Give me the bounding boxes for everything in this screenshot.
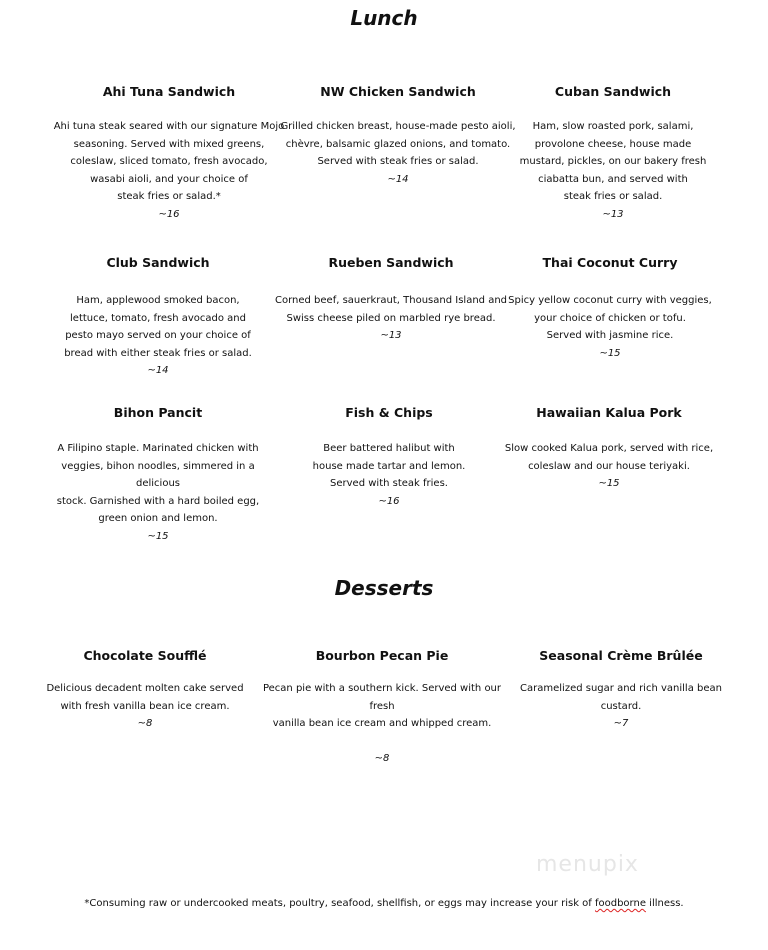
item-description: Beer battered halibut with house made tartar and lemon. Served with steak fries. ~16 <box>269 440 509 510</box>
menu-item <box>505 84 721 224</box>
desserts-heading: Desserts <box>334 576 434 600</box>
item-description: Ham, slow roasted pork, salami, provolone cheese, house made mustard, pickles, on our bakery fresh ciabatta bun, and served with steak fries or salad. ~13 <box>505 118 721 224</box>
item-price: ~15 <box>147 530 169 542</box>
item-price: ~7 <box>613 718 629 730</box>
item-name: Bourbon Pecan Pie <box>315 648 449 663</box>
menu-item <box>38 405 278 546</box>
item-description: Grilled chicken breast, house-made pesto aioli, chèvre, balsamic glazed onions, and tomato. Served with steak fries or salad. ~14 <box>276 118 520 188</box>
lunch-heading: Lunch <box>350 6 418 30</box>
item-description: Ham, applewood smoked bacon, lettuce, tomato, fresh avocado and pesto mayo served on your choice of bread with either steak fries or salad. ~14 <box>38 292 278 380</box>
item-name: Fish & Chips <box>345 405 433 420</box>
menu-item <box>276 84 520 188</box>
menu-item <box>499 405 719 493</box>
item-price: ~16 <box>158 208 180 220</box>
item-description: Caramelized sugar and rich vanilla bean custard. ~7 <box>501 680 741 733</box>
consumer-advisory-footnote: *Consuming raw or undercooked meats, poultry, seafood, shellfish, or eggs may increase your risk of foodborne illness. <box>84 898 684 909</box>
item-name: Ahi Tuna Sandwich <box>102 84 236 99</box>
menu-item <box>38 255 278 380</box>
item-price: ~15 <box>598 478 620 490</box>
spellcheck-flagged-word: foodborne <box>594 898 646 909</box>
item-price: ~16 <box>378 495 400 507</box>
menu-item <box>49 84 289 224</box>
item-price: ~15 <box>599 347 621 359</box>
item-description: Pecan pie with a southern kick. Served with our fresh vanilla bean ice cream and whipped cream. ~8 <box>254 680 510 767</box>
item-description: Delicious decadent molten cake served with fresh vanilla bean ice cream. ~8 <box>25 680 265 733</box>
menu-item <box>25 648 265 733</box>
menu-item <box>498 255 722 362</box>
item-price: ~14 <box>147 365 169 377</box>
item-name: Hawaiian Kalua Pork <box>536 405 682 420</box>
item-name: Bihon Pancit <box>113 405 203 420</box>
item-description: Ahi tuna steak seared with our signature Mojo seasoning. Served with mixed greens, coleslaw, sliced tomato, fresh avocado, wasabi aioli, and your choice of steak fries or salad.* ~16 <box>49 118 289 224</box>
item-description: A Filipino staple. Marinated chicken with veggies, bihon noodles, simmered in a delicious stock. Garnished with a hard boiled egg, green onion and lemon. ~15 <box>38 440 278 546</box>
item-price: ~8 <box>374 752 390 764</box>
item-price: ~14 <box>387 173 409 185</box>
item-name: Cuban Sandwich <box>554 84 672 99</box>
item-description: Spicy yellow coconut curry with veggies, your choice of chicken or tofu. Served with jasmine rice. ~15 <box>498 292 722 362</box>
item-name: Rueben Sandwich <box>328 255 454 270</box>
item-price: ~8 <box>137 718 153 730</box>
item-price: ~13 <box>602 208 624 220</box>
item-price: ~13 <box>380 330 402 342</box>
menu-item <box>501 648 741 733</box>
item-name: Club Sandwich <box>106 255 210 270</box>
item-name: NW Chicken Sandwich <box>320 84 476 99</box>
item-name: Thai Coconut Curry <box>542 255 678 270</box>
item-name: Chocolate Soufflé <box>83 648 207 663</box>
menu-item <box>269 405 509 510</box>
menu-item <box>268 255 514 345</box>
item-name: Seasonal Crème Brûlée <box>539 648 703 663</box>
menu-item <box>254 648 510 767</box>
menupix-watermark: menupix <box>536 852 639 877</box>
item-description: Slow cooked Kalua pork, served with rice, coleslaw and our house teriyaki. ~15 <box>499 440 719 493</box>
item-description: Corned beef, sauerkraut, Thousand Island and Swiss cheese piled on marbled rye bread. ~13 <box>268 292 514 345</box>
